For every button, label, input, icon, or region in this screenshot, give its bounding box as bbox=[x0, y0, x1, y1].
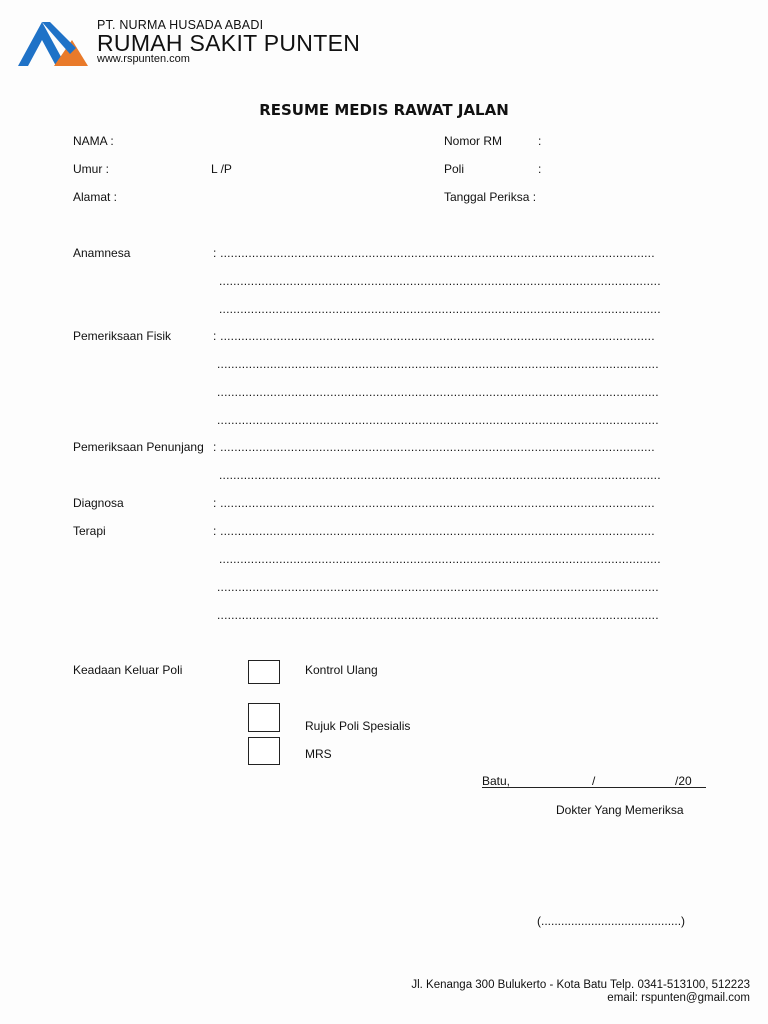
hospital-logo bbox=[18, 18, 90, 68]
pemeriksaan-fisik-line-2[interactable]: ............................................................................................................................. bbox=[217, 357, 659, 371]
terapi-line-4[interactable]: ............................................................................................................................. bbox=[217, 608, 659, 622]
umur-label: Umur : bbox=[73, 162, 109, 176]
pemeriksaan-penunjang-line-1[interactable]: : ........................................................................................................................... bbox=[213, 440, 655, 454]
page-title: RESUME MEDIS RAWAT JALAN bbox=[259, 101, 509, 119]
hospital-name: RUMAH SAKIT PUNTEN bbox=[97, 30, 361, 56]
rujuk-poli-label: Rujuk Poli Spesialis bbox=[305, 719, 411, 733]
hospital-website: www.rspunten.com bbox=[97, 53, 190, 65]
anamnesa-label: Anamnesa bbox=[73, 246, 131, 260]
diagnosa-label: Diagnosa bbox=[73, 496, 124, 510]
kontrol-ulang-label: Kontrol Ulang bbox=[305, 663, 378, 677]
terapi-label: Terapi bbox=[73, 524, 106, 538]
pemeriksaan-fisik-label: Pemeriksaan Fisik bbox=[73, 329, 172, 343]
rujuk-poli-checkbox[interactable] bbox=[248, 703, 280, 732]
terapi-line-2[interactable]: ............................................................................................................................. bbox=[219, 552, 661, 566]
tanggal-periksa-label: Tanggal Periksa : bbox=[444, 190, 537, 204]
pemeriksaan-fisik-line-1[interactable]: : ........................................................................................................................... bbox=[213, 329, 655, 343]
anamnesa-line-1[interactable]: : ........................................................................................................................... bbox=[213, 246, 655, 260]
kontrol-ulang-checkbox[interactable] bbox=[248, 660, 280, 684]
footer-address: Jl. Kenanga 300 Bulukerto - Kota Batu Telp. 0341-513100, 512223 bbox=[411, 979, 750, 991]
mrs-checkbox[interactable] bbox=[248, 737, 280, 765]
pemeriksaan-penunjang-line-2[interactable]: ............................................................................................................................. bbox=[219, 468, 661, 482]
date-year: /20 bbox=[675, 774, 692, 788]
gender-label: L /P bbox=[211, 162, 232, 176]
batu-label: Batu, bbox=[482, 774, 511, 788]
terapi-line-1[interactable]: : ........................................................................................................................... bbox=[213, 524, 655, 538]
keadaan-keluar-label: Keadaan Keluar Poli bbox=[73, 663, 183, 677]
poli-label: Poli bbox=[444, 162, 465, 176]
diagnosa-line-1[interactable]: : ........................................................................................................................... bbox=[213, 496, 655, 510]
company-name: PT. NURMA HUSADA ABADI bbox=[97, 18, 264, 32]
pemeriksaan-fisik-line-4[interactable]: ............................................................................................................................. bbox=[217, 413, 659, 427]
pemeriksaan-penunjang-label: Pemeriksaan Penunjang bbox=[73, 440, 204, 454]
date-slash: / bbox=[592, 774, 596, 788]
alamat-label: Alamat : bbox=[73, 190, 118, 204]
nomor-rm-label: Nomor RM bbox=[444, 134, 503, 148]
terapi-line-3[interactable]: ............................................................................................................................. bbox=[217, 580, 659, 594]
nama-label: NAMA : bbox=[73, 134, 114, 148]
nomor-rm-colon: : bbox=[538, 134, 542, 148]
signature-name-line[interactable]: (..........................................) bbox=[537, 914, 686, 928]
anamnesa-line-2[interactable]: ............................................................................................................................. bbox=[219, 274, 661, 288]
poli-colon: : bbox=[538, 162, 542, 176]
pemeriksaan-fisik-line-3[interactable]: ............................................................................................................................. bbox=[217, 385, 659, 399]
mrs-label: MRS bbox=[305, 747, 332, 761]
footer-email: email: rspunten@gmail.com bbox=[607, 992, 750, 1004]
anamnesa-line-3[interactable]: ............................................................................................................................. bbox=[219, 302, 661, 316]
dokter-label: Dokter Yang Memeriksa bbox=[556, 803, 684, 817]
